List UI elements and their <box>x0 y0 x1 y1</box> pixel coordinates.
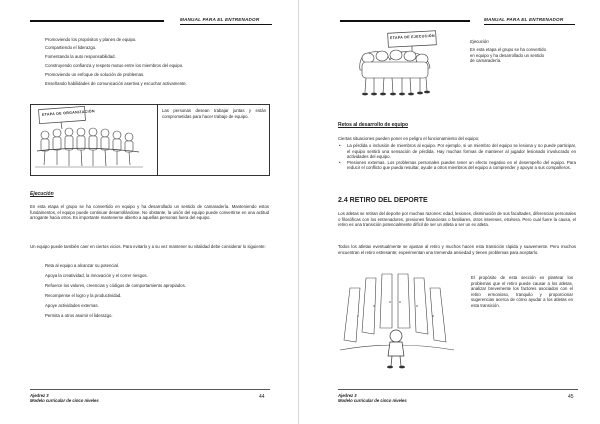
list-item: Reta al equipo a alcanzar su potencial. <box>45 263 120 268</box>
footer-rule <box>30 389 270 390</box>
side-text: En esta etapa el grupo se ha convertido en equipo y ha desarrollado un sentido de camaradería. <box>470 47 546 64</box>
side-paragraph: El propósito de esta sección es plantear los problemas que el retiro puede causar a los atletas, analizar brevemente los factores asociados con el retiro ermonioso, tranquilo y proporcionar sugerencias acerca de cómo ayudar a los atletas en esta transición. <box>471 275 573 308</box>
section-heading: 2.4 RETIRO DEL DEPORTE <box>338 197 428 204</box>
right-header-title: MANUAL PARA EL ENTRENADOR <box>484 17 564 22</box>
paragraph: En esta etapa el grupo se ha convertido en equipo y ha desarrollado un sentido de camaradería. Manteniendo estos fundamentos, el equipo puede continuar desarrollándose. No obstante, la unión del equipo puede convertirse en una actitud arrogante hacia otros. Es importante mantenerse abierto a aquellas personas fuera del equipo. <box>30 204 269 221</box>
list-item: Enseñando habilidades de comunicación asertiva y escuchar activamente. <box>45 81 187 86</box>
footer-rule <box>338 389 578 390</box>
figure-sign-text: ETAPA DE ORGANIZACIÓN <box>41 109 95 117</box>
list-item: Recompense el logro y la productividad. <box>45 293 122 298</box>
bullet-list <box>338 143 576 171</box>
list-item: Fomentando la auto responsabilidad. <box>45 54 116 59</box>
figure-sign-text: ETAPA DE EJECUCIÓN <box>389 33 435 41</box>
list-item: Apoya la creatividad, la innovación y el correr riesgos. <box>45 273 148 278</box>
list-item: • La pérdida o inclusión de miembros al equipo. Por ejemplo, si un miembro del equipo se lesiona y no puede participar, el equipo sentirá una sensación de pérdida. Hay muchas formas de mantener al jugador lesionado involucrado en actividades del equipo. <box>338 143 576 160</box>
side-title: Ejecución <box>470 39 489 44</box>
list-item: Permita a otros asumir el liderazgo. <box>45 313 113 318</box>
list-item: • Presiones externas. Los problemas personales pueden tener un efecto negativo en el desempeño del equipo. Para reducir el conflicto que pueda resultar, ayude a otros miembros del equipo a comprender y apoyar a sus compañeros. <box>338 160 576 171</box>
footer-line-2: Modelo curricular de cinco niveles <box>30 398 99 403</box>
retirement-doors-illustration <box>338 270 456 370</box>
intro-text: Ciertas situaciones pueden poner en peligro el funcionamiento del equipo: <box>338 136 480 141</box>
figure-caption: Las personas desean trabajar juntas y están comprometidas para hacer trabajo de equipo. <box>162 108 266 119</box>
list-item: Refuerce los valores, creencias y códigos de comportamiento apropiados. <box>45 283 186 288</box>
figure-organizacion <box>30 104 159 176</box>
header-rule-right <box>180 24 272 25</box>
list-item: Construyendo confianza y respeto mutuo entre los miembros del equipo. <box>45 63 184 68</box>
header-rule-right <box>484 24 575 25</box>
header-rule-left <box>340 20 470 22</box>
left-header-title: MANUAL PARA EL ENTRENADOR <box>180 17 260 22</box>
left-page <box>0 0 299 424</box>
section-title: Retos al desarrollo de equipo <box>338 122 409 128</box>
section-title: Ejecución <box>30 191 54 197</box>
footer-line-1: Ajedrez 3 <box>338 393 357 398</box>
page-number: 44 <box>259 394 265 400</box>
list-item: Apoye actividades externas. <box>45 303 99 308</box>
list-item: Compartiendo el liderazgo. <box>45 45 97 50</box>
right-page <box>300 0 600 424</box>
paragraph: Un equipo puede también caer en ciertos vicios. Para evitarlo y a su vez mantener su vitalidad debe considerar lo siguiente: <box>30 244 266 249</box>
footer-line-2: Modelo curricular de cinco niveles <box>338 398 407 403</box>
footer-line-1: Ajedrez 3 <box>30 393 49 398</box>
header-rule-left <box>30 20 164 22</box>
page-number: 45 <box>568 394 574 400</box>
list-item: Promoviendo los propósitos y planes de equipo. <box>45 37 137 42</box>
figure-caption-box <box>157 104 270 176</box>
list-item: Promoviendo un enfoque de solución de problemas. <box>45 72 145 77</box>
paragraph: Todos los atletas eventualmente se ajustan al retiro y muchos hacen esta transición rápida y suavemente. Pero muchos encuentran el retiro estresante; experimentan una tremenda ansiedad y tienen problemas para aceptarlo. <box>338 244 576 255</box>
paragraph: Los atletas se retiran del deporte por muchas razones: edad, lesiones, disminución de sus facultades, diferencias personales o filosóficas con los entrenadores, presiones financieras o familiares, otros intereses, etcétera. Pero cual fuere la causa, el retiro es una transición potencialmente difícil de ser un atleta a ser un ex atleta. <box>338 211 576 228</box>
